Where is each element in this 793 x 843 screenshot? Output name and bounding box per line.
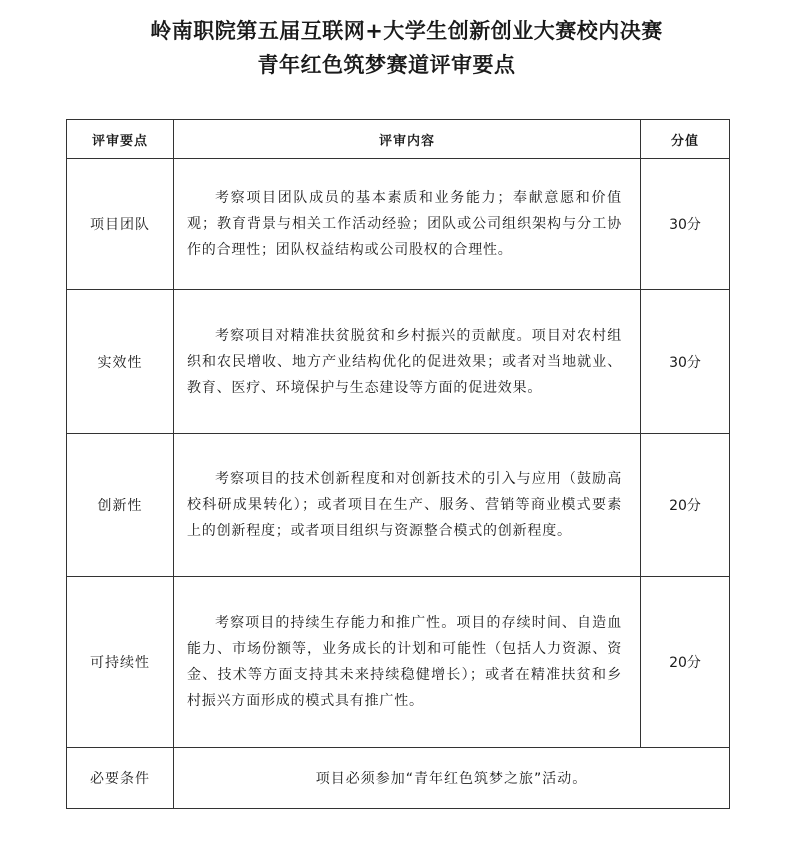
score-cell: 30分 bbox=[641, 159, 730, 290]
criterion-cell: 可持续性 bbox=[67, 577, 174, 748]
header-content: 评审内容 bbox=[174, 120, 641, 159]
title-line-2: 青年红色筑梦赛道评审要点 bbox=[257, 53, 516, 77]
table-row bbox=[67, 159, 730, 290]
header-score: 分值 bbox=[641, 120, 730, 159]
score-cell: 30分 bbox=[641, 290, 730, 434]
criterion-cell: 创新性 bbox=[67, 434, 174, 577]
score-cell: 20分 bbox=[641, 434, 730, 577]
table-header-row bbox=[67, 120, 730, 159]
content-cell bbox=[174, 577, 641, 748]
requirement-row bbox=[67, 748, 730, 809]
content-text: 考察项目的技术创新程度和对创新技术的引入与应用（鼓励高校科研成果转化）；或者项目在生产、服务、营销等商业模式要素上的创新程度；或者项目组织与资源整合模式的创新程度。 bbox=[187, 471, 622, 539]
content-text: 考察项目团队成员的基本素质和业务能力；奉献意愿和价值观；教育背景与相关工作活动经验；团队或公司组织架构与分工协作的合理性；团队权益结构或公司股权的合理性。 bbox=[187, 190, 622, 258]
evaluation-table bbox=[66, 119, 730, 809]
table-row bbox=[67, 577, 730, 748]
requirement-text: 项目必须参加“青年红色筑梦之旅”活动。 bbox=[174, 748, 730, 809]
content-cell bbox=[174, 290, 641, 434]
criterion-cell: 实效性 bbox=[67, 290, 174, 434]
criterion-cell: 项目团队 bbox=[67, 159, 174, 290]
header-criterion: 评审要点 bbox=[67, 120, 174, 159]
table-row bbox=[67, 290, 730, 434]
content-cell bbox=[174, 159, 641, 290]
content-cell bbox=[174, 434, 641, 577]
requirement-label: 必要条件 bbox=[67, 748, 174, 809]
document-title bbox=[0, 14, 793, 82]
table-row bbox=[67, 434, 730, 577]
content-text: 考察项目对精准扶贫脱贫和乡村振兴的贡献度。项目对农村组织和农民增收、地方产业结构优化的促进效果；或者对当地就业、教育、医疗、环境保护与生态建设等方面的促进效果。 bbox=[187, 327, 622, 396]
score-cell: 20分 bbox=[641, 577, 730, 748]
title-line-1: 岭南职院第五届互联网+大学生创新创业大赛校内决赛 bbox=[150, 19, 663, 43]
content-text: 考察项目的持续生存能力和推广性。项目的存续时间、自造血能力、市场份额等，业务成长的计划和可能性（包括人力资源、资金、技术等方面支持其未来持续稳健增长）；或者在精准扶贫和乡村振兴方面形成的模式具有推广性。 bbox=[187, 615, 622, 709]
